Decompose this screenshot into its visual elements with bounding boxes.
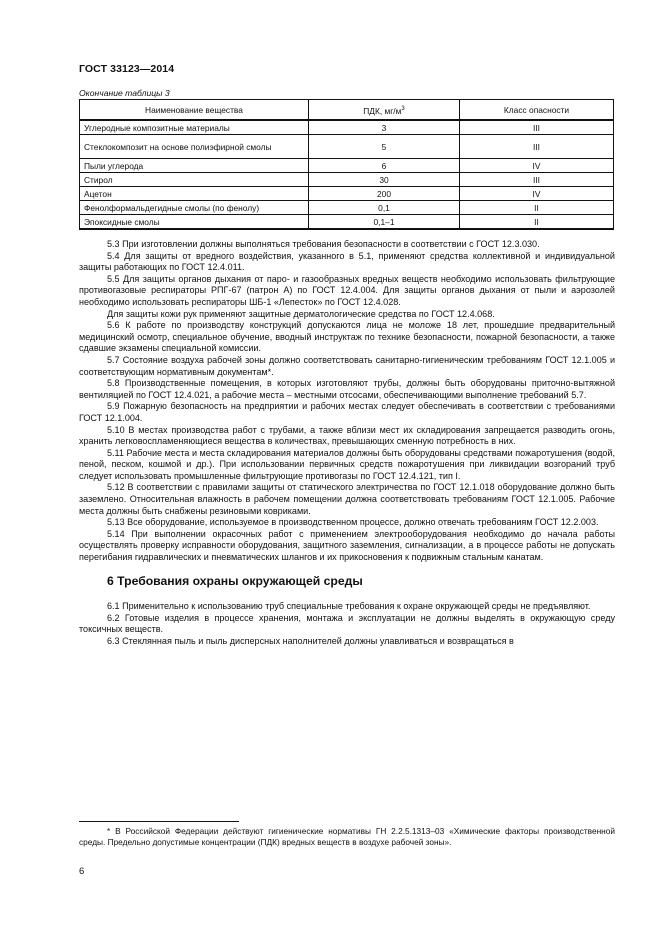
paragraph-5-10: 5.10 В местах производства работ с трубами, а также вблизи мест их складирования запрещается разводить огонь, хранить легковоспламеняющиеся вещества в количествах, превышающих сменную потребность в них. — [79, 424, 615, 447]
paragraph-5-3: 5.3 При изготовлении должны выполняться требования безопасности в соответствии с ГОСТ 12.3.030. — [107, 239, 540, 249]
body-text — [79, 239, 615, 648]
paragraph-5-7: 5.7 Состояние воздуха рабочей зоны должно соответствовать санитарно-гигиеническим требованиям ГОСТ 12.1.005 и соответствующим нормативным документам*. — [79, 354, 615, 377]
paragraph-5-13: 5.13 Все оборудование, используемое в производственном процессе, должно отвечать требованиям ГОСТ 12.2.003. — [107, 517, 599, 528]
paragraph-6-2: 6.2 Готовые изделия в процессе хранения, монтажа и эксплуатации не должны выделять в окружающую среду токсичных веществ. — [79, 612, 615, 635]
standard-header: ГОСТ 33123—2014 — [79, 63, 175, 75]
col-header-class: Класс опасности — [460, 100, 614, 121]
table-row: Стирол 30 III — [80, 173, 614, 187]
table-caption: Окончание таблицы 3 — [79, 88, 170, 98]
footnote-divider — [79, 821, 239, 822]
paragraph-5-8: 5.8 Производственные помещения, в которых изготовляют трубы, должны быть оборудованы приточно-вытяжной вентиляцией по ГОСТ 12.4.021, а рабочие места – местными отсосами, обеспечивающими выполнение требований 5.7. — [79, 378, 615, 400]
paragraph-5-6: 5.6 К работе по производству конструкций допускаются лица не моложе 18 лет, прошедшие предварительный медицинский осмотр, специальное обучение, вводный инструктаж по технике безопасности, пожарной безопасности, а также сдавшие экзамены специальной комиссии. — [79, 320, 615, 354]
paragraph-5-4: 5.4 Для защиты от вредного воздействия, указанного в 5.1, применяют средства коллективной и индивидуальной защиты работающих по ГОСТ 12.4.011. — [79, 250, 615, 273]
paragraph-5-9: 5.9 Пожарную безопасность на предприятии и рабочих местах следует обеспечивать в соответствии с требованиями ГОСТ 12.1.004. — [79, 401, 615, 423]
page-number: 6 — [79, 866, 85, 877]
footnote-text: * В Российской Федерации действуют гигиенические нормативы ГН 2.2.5.1313–03 «Химические факторы производственной среды. Предельно допустимые концентрации (ПДК) вредных веществ в воздухе рабочей зоны». — [79, 826, 615, 847]
paragraph-5-5: 5.5 Для защиты органов дыхания от паро- и газообразных вредных веществ необходимо использовать фильтрующие противогазовые респираторы РПГ-67 (патрон А) по ГОСТ 12.4.004. Для защиты органов дыхания от пыли и аэрозолей необходимо использовать респираторы ШБ-1 «Лепесток» по ГОСТ 12.4.028. — [79, 273, 615, 307]
footnote — [79, 826, 615, 847]
table-row: Стеклокомпозит на основе полиэфирной смолы 5 III — [80, 135, 614, 159]
paragraph-5-14: 5.14 При выполнении окрасочных работ с применением электрооборудования необходимо до начала работы осуществлять проверку исправности оборудования, защитного заземления, сигнализации, а в процессе работы не допускать перегибания гидравлических и пневматических шлангов и их прикосновения к подвижным стальным канатам. — [79, 528, 615, 563]
table-row: Фенолформальдегидные смолы (по фенолу) 0,1 II — [80, 201, 614, 215]
paragraph-5-12: 5.12 В соответствии с правилами защиты от статического электричества по ГОСТ 12.1.018 оборудование должно быть заземлено. Относительная влажность в рабочем помещении должна соответствовать требованиям ГОСТ 12.1.005. Рабочие места должны быть снабжены резиновыми ковриками. — [79, 482, 615, 516]
hazard-table — [79, 99, 614, 230]
table-row: Ацетон 200 IV — [80, 187, 614, 201]
table-row: Эпоксидные смолы 0,1–1 II — [80, 215, 614, 230]
paragraph-6-3: 6.3 Стеклянная пыль и пыль дисперсных наполнителей должны улавливаться и возвращаться в — [107, 636, 514, 646]
col-header-pdk: ПДК, $мг/м^3$ — [309, 100, 460, 121]
col-header-substance: Наименование вещества — [80, 100, 309, 121]
paragraph-6-1: 6.1 Применительно к использованию труб специальные требования к охране окружающей среды не предъявляют. — [107, 601, 591, 612]
paragraph-5-5-skin: Для защиты кожи рук применяют защитные дерматологические средства по ГОСТ 12.4.068. — [107, 308, 495, 319]
paragraph-5-11: 5.11 Рабочие места и места складирования материалов должны быть оборудованы средствами пожаротушения (водой, пеной, песком, кошмой и др.). При использовании первичных средств пожаротушения при ликвидации возгораний труб следует использовать промышленные фильтрующие противогазы по ГОСТ 12.4.121, тип I. — [79, 447, 615, 481]
table-row: Углеродные композитные материалы 3 III — [80, 120, 614, 135]
section-6-heading: 6 Требования охраны окружающей среды — [107, 573, 363, 588]
table-row: Пыли углерода 6 IV — [80, 159, 614, 173]
